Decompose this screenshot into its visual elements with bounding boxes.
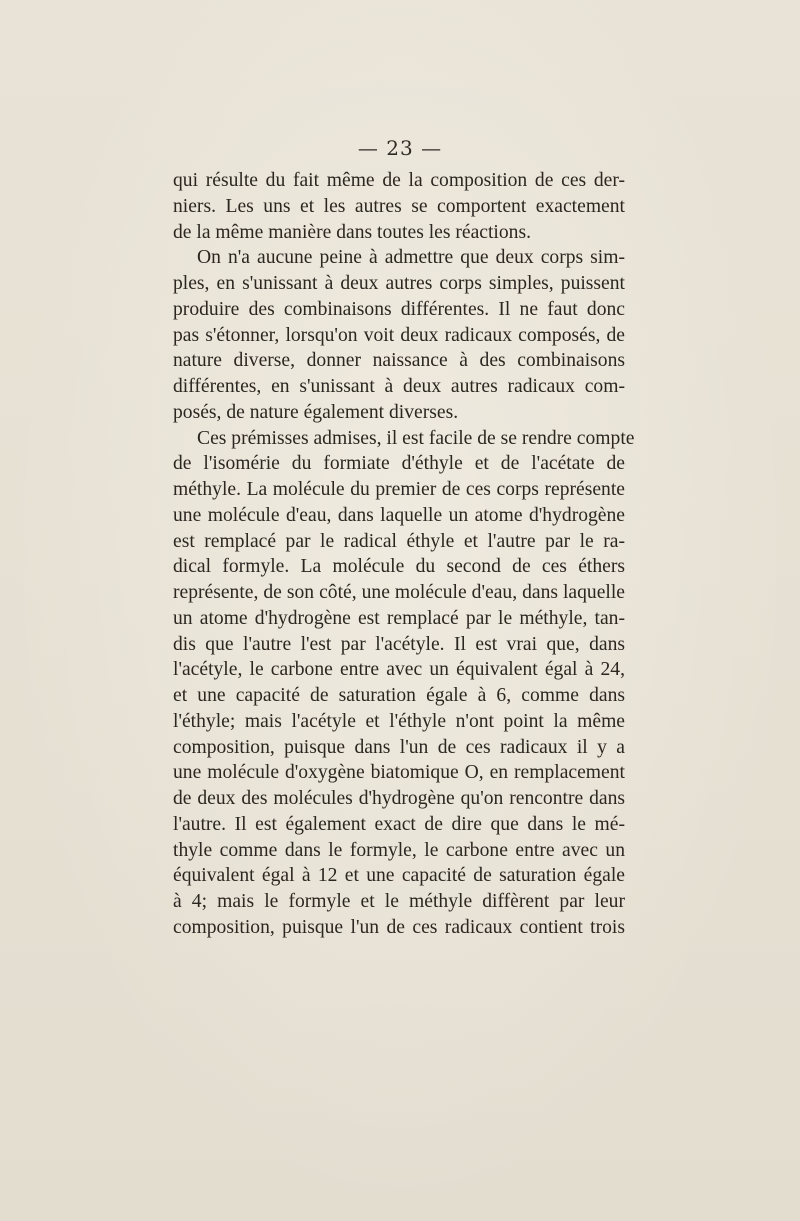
- text-line: à 4; mais le formyle et le méthyle diffèrent par leur: [173, 891, 625, 912]
- text-line: dis que l'autre l'est par l'acétyle. Il est vrai que, dans: [173, 633, 625, 655]
- text-line: dical formyle. La molécule du second de ces éthers: [173, 556, 625, 578]
- text-line: ples, en s'unissant à deux autres corps simples, puissent: [173, 273, 625, 294]
- text-line: une molécule d'oxygène biatomique O, en remplacement: [173, 762, 625, 784]
- text-line: qui résulte du fait même de la composition de ces der-: [173, 170, 625, 191]
- text-line: équivalent égal à 12 et une capacité de saturation égale: [173, 865, 625, 887]
- text-line: de la même manière dans toutes les réactions.: [173, 221, 531, 243]
- text-line: est remplacé par le radical éthyle et l'autre par le ra-: [173, 530, 625, 552]
- text-line: de l'isomérie du formiate d'éthyle et de l'acétate de: [173, 453, 625, 475]
- text-line: Ces prémisses admises, il est facile de se rendre compte: [197, 427, 635, 449]
- text-line: un atome d'hydrogène est remplacé par le méthyle, tan-: [173, 607, 625, 629]
- text-line: méthyle. La molécule du premier de ces corps représente: [173, 479, 625, 500]
- text-line: de deux des molécules d'hydrogène qu'on rencontre dans: [173, 788, 625, 809]
- text-line: une molécule d'eau, dans laquelle un atome d'hydrogène: [173, 504, 625, 526]
- text-line: pas s'étonner, lorsqu'on voit deux radicaux composés, de: [173, 324, 625, 346]
- page-number: — 23 —: [357, 136, 443, 160]
- text-line: nature diverse, donner naissance à des combinaisons: [173, 350, 625, 372]
- text-line: posés, de nature également diverses.: [173, 401, 459, 423]
- text-line: et une capacité de saturation égale à 6, comme dans: [173, 685, 625, 706]
- text-line: composition, puisque l'un de ces radicaux contient trois: [173, 916, 625, 938]
- text-line: composition, puisque dans l'un de ces radicaux il y a: [173, 736, 625, 758]
- text-line: différentes, en s'unissant à deux autres radicaux com-: [173, 376, 625, 397]
- body-text: [173, 168, 635, 941]
- text-line: produire des combinaisons différentes. Il ne faut donc: [173, 298, 625, 320]
- text-line: l'éthyle; mais l'acétyle et l'éthyle n'ont point la même: [173, 710, 625, 732]
- text-line: représente, de son côté, une molécule d'eau, dans laquelle: [173, 582, 625, 603]
- text-line: niers. Les uns et les autres se comportent exactement: [173, 195, 625, 217]
- text-line: l'acétyle, le carbone entre avec un équivalent égal à 24,: [173, 659, 625, 681]
- text-line: l'autre. Il est également exact de dire que dans le mé-: [173, 813, 625, 835]
- text-line: On n'a aucune peine à admettre que deux corps sim-: [197, 247, 625, 269]
- text-line: thyle comme dans le formyle, le carbone entre avec un: [173, 839, 625, 861]
